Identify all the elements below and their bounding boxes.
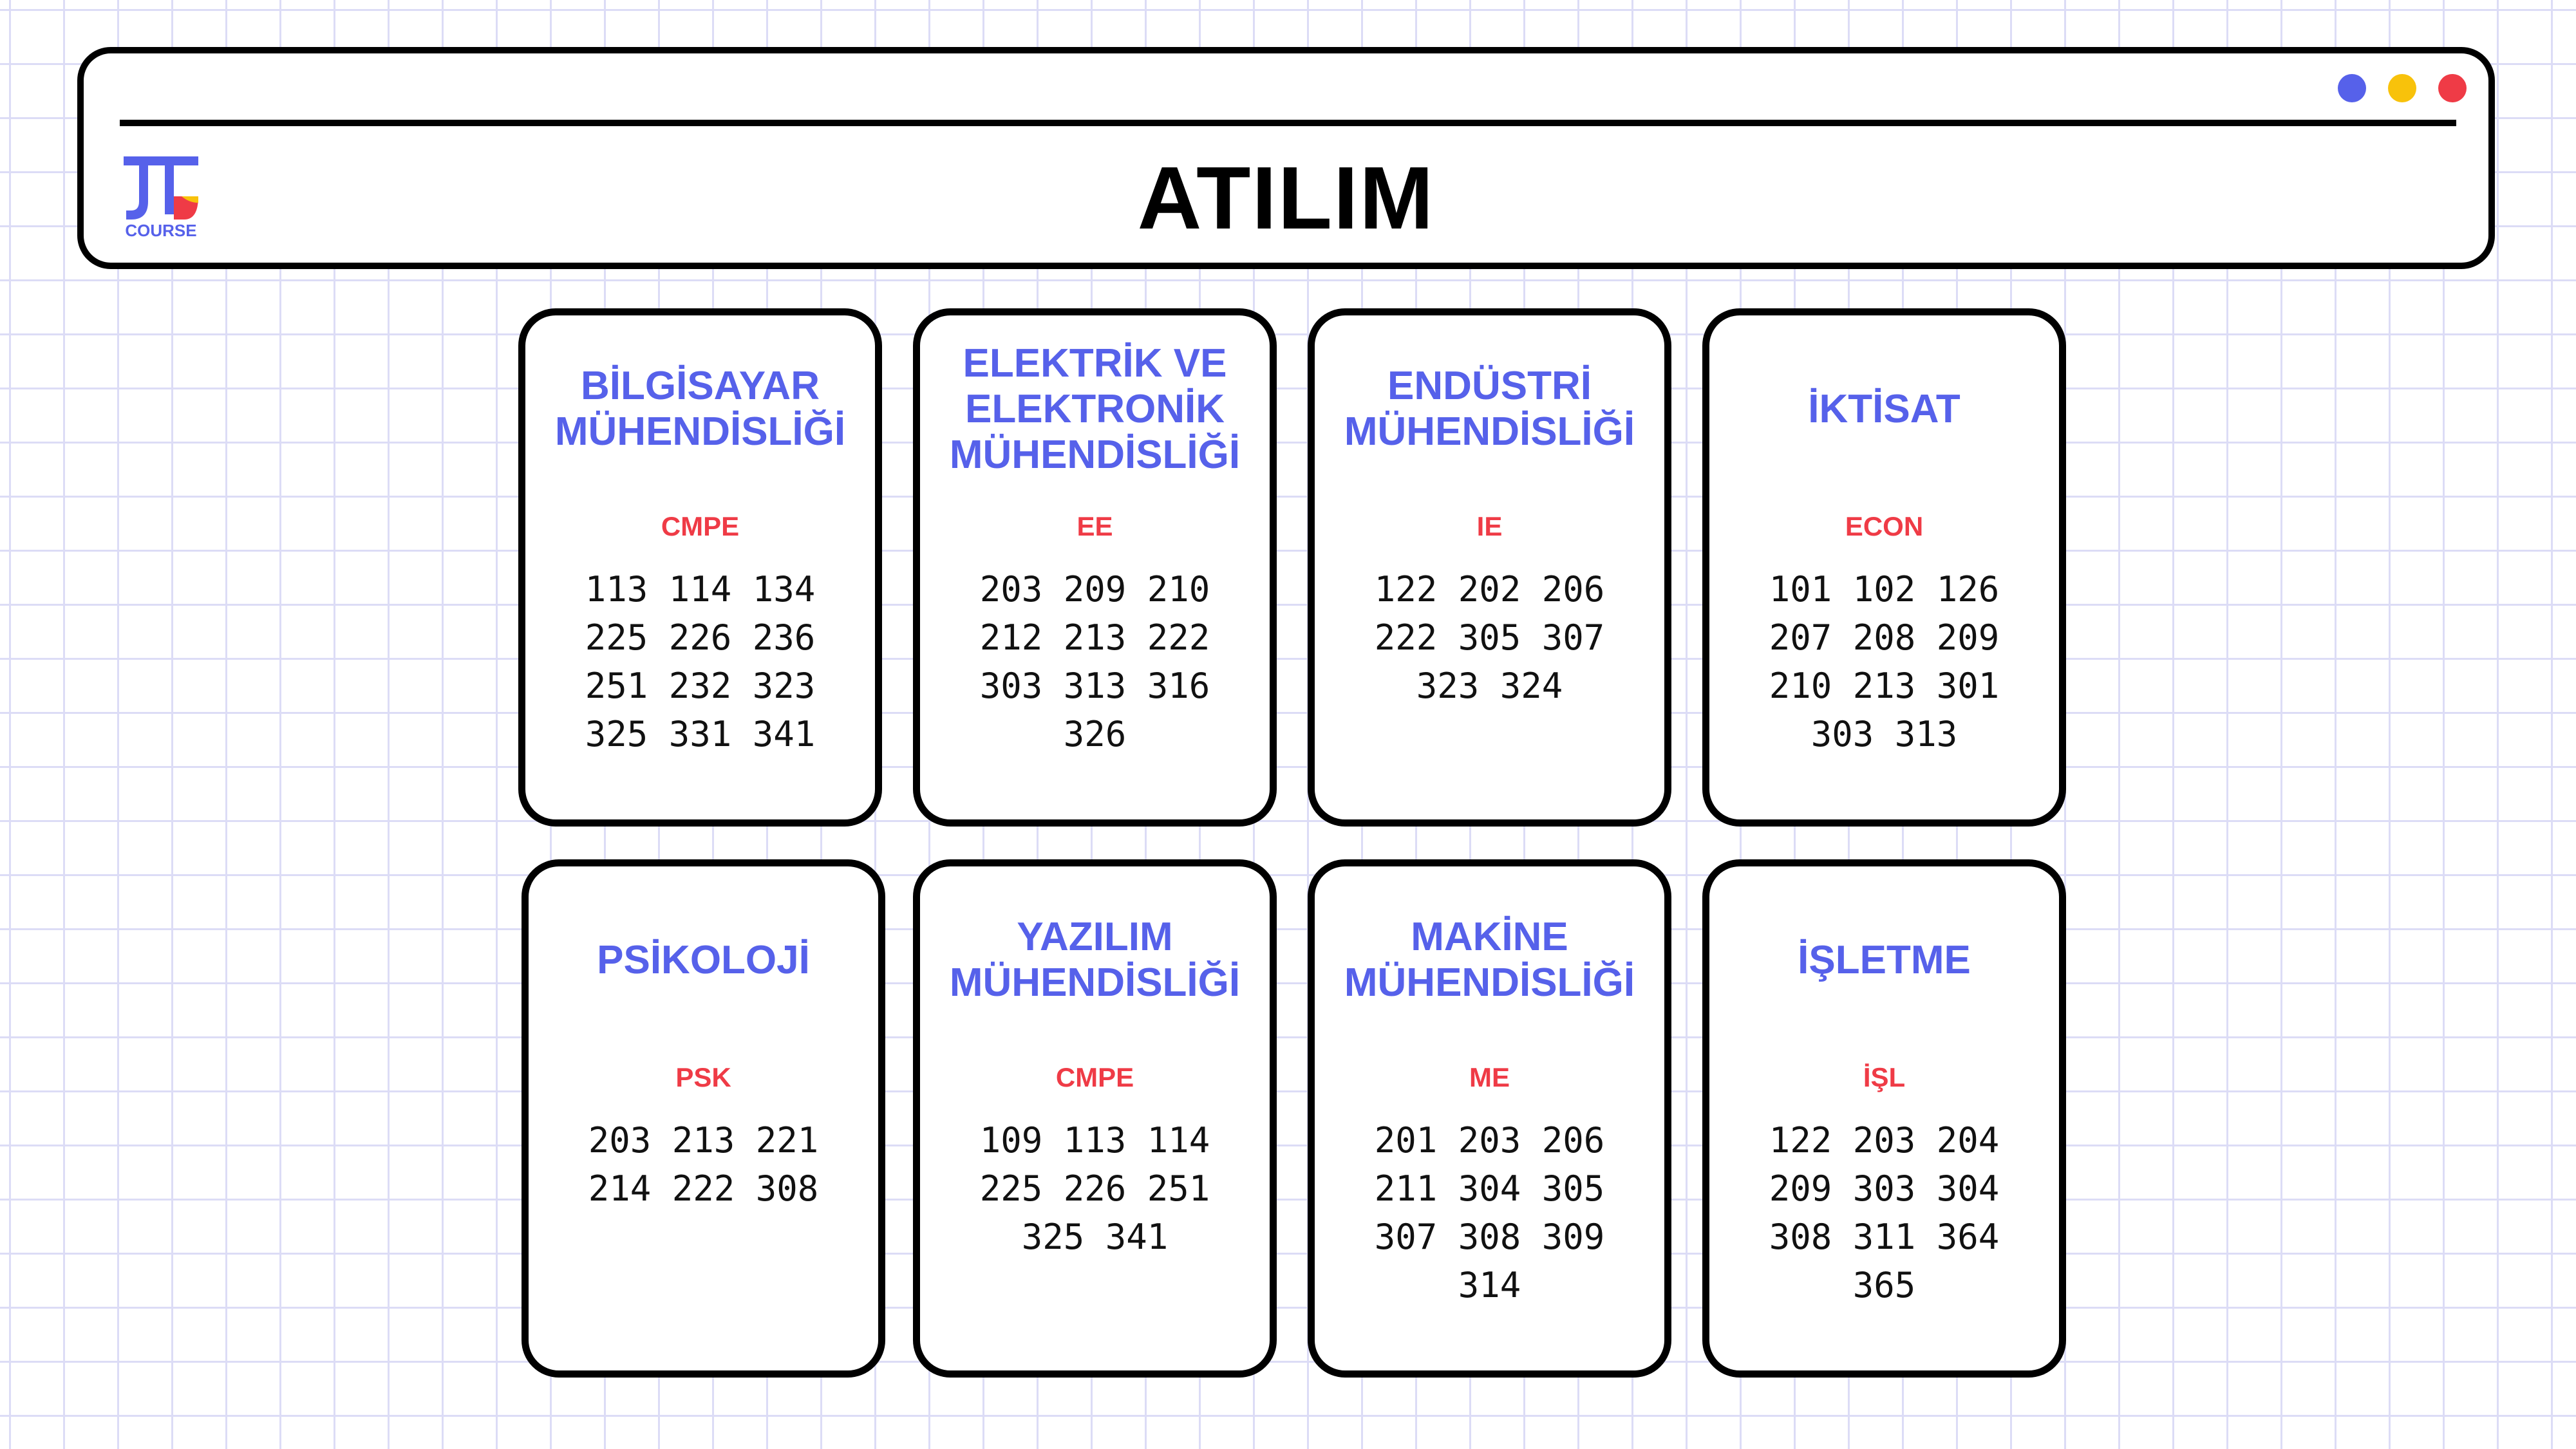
- course-number-row: 201 203 206: [1374, 1120, 1605, 1161]
- department-card: [1308, 859, 1671, 1378]
- course-number-list: [1315, 1116, 1664, 1309]
- department-title: [933, 322, 1257, 496]
- page-title: ATILIM: [1137, 149, 1435, 248]
- department-title-line: YAZILIM: [1017, 915, 1173, 959]
- department-code: ME: [1469, 1062, 1510, 1092]
- department-code: İŞL: [1863, 1062, 1906, 1092]
- department-code: ECON: [1845, 511, 1924, 541]
- department-code: CMPE: [1055, 1062, 1134, 1092]
- course-number-row: 209 303 304: [1769, 1168, 2000, 1209]
- course-number-row: 212 213 222: [979, 617, 1210, 658]
- course-number-row: 109 113 114: [979, 1120, 1210, 1161]
- department-title: [541, 873, 865, 1047]
- course-number-row: 122 202 206: [1374, 569, 1605, 610]
- course-number-row: 323 324: [1416, 666, 1563, 706]
- department-code: PSK: [675, 1062, 731, 1092]
- department-card: [913, 859, 1277, 1378]
- course-number-list: [1315, 565, 1664, 710]
- browser-window-frame: [77, 47, 2495, 269]
- course-number-row: 225 226 251: [979, 1168, 1210, 1209]
- course-number-row: 211 304 305: [1374, 1168, 1605, 1209]
- department-title: [538, 322, 862, 496]
- department-card: [518, 308, 882, 827]
- department-title-line: İŞLETME: [1798, 937, 1971, 982]
- course-number-row: 122 203 204: [1769, 1120, 2000, 1161]
- department-title-line: MÜHENDİSLİĞİ: [949, 960, 1241, 1005]
- course-number-row: 365: [1852, 1265, 1916, 1305]
- window-dot-blue: [2338, 74, 2366, 102]
- department-title-line: MAKİNE: [1411, 915, 1568, 959]
- department-title-line: ENDÜSTRİ: [1387, 364, 1592, 408]
- course-number-row: 214 222 308: [588, 1168, 819, 1209]
- window-dot-yellow: [2388, 74, 2416, 102]
- course-number-row: 207 208 209: [1769, 617, 2000, 658]
- department-card: [522, 859, 885, 1378]
- course-number-list: [920, 565, 1270, 758]
- department-title-line: İKTİSAT: [1808, 386, 1960, 431]
- department-card: [1702, 859, 2066, 1378]
- department-card: [1308, 308, 1671, 827]
- course-number-row: 203 213 221: [588, 1120, 819, 1161]
- department-code: IE: [1476, 511, 1503, 541]
- course-number-row: 303 313: [1810, 714, 1958, 754]
- department-title-line: MÜHENDİSLİĞİ: [1344, 960, 1635, 1005]
- course-number-row: 325 341: [1021, 1217, 1169, 1257]
- course-number-row: 210 213 301: [1769, 666, 2000, 706]
- course-number-row: 203 209 210: [979, 569, 1210, 610]
- window-dot-red: [2438, 74, 2467, 102]
- department-title-line: MÜHENDİSLİĞİ: [949, 432, 1241, 477]
- course-number-list: [920, 1116, 1270, 1261]
- department-title: [933, 873, 1257, 1047]
- course-number-list: [1709, 1116, 2059, 1309]
- logo-caption: COURSE: [125, 221, 197, 240]
- course-number-row: 308 311 364: [1769, 1217, 2000, 1257]
- course-number-row: 314: [1458, 1265, 1521, 1305]
- course-number-row: 225 226 236: [585, 617, 816, 658]
- window-divider: [120, 120, 2456, 126]
- course-number-row: 307 308 309: [1374, 1217, 1605, 1257]
- course-number-list: [1709, 565, 2059, 758]
- department-title: [1722, 322, 2046, 496]
- department-title-line: PSİKOLOJİ: [597, 937, 810, 982]
- department-title-line: MÜHENDİSLİĞİ: [554, 409, 846, 454]
- department-title: [1328, 322, 1651, 496]
- course-number-row: 303 313 316: [979, 666, 1210, 706]
- department-title: [1722, 873, 2046, 1047]
- department-code: CMPE: [661, 511, 740, 541]
- department-title-line: ELEKTRİK VE: [963, 341, 1227, 386]
- department-title-line: BİLGİSAYAR: [581, 364, 820, 408]
- department-card: [1702, 308, 2066, 827]
- course-number-row: 222 305 307: [1374, 617, 1605, 658]
- course-number-list: [525, 565, 875, 758]
- course-number-row: 113 114 134: [585, 569, 816, 610]
- course-number-row: 101 102 126: [1769, 569, 2000, 610]
- department-code: EE: [1076, 511, 1113, 541]
- department-title-line: ELEKTRONİK: [965, 386, 1225, 431]
- course-number-row: 325 331 341: [585, 714, 816, 754]
- department-title-line: MÜHENDİSLİĞİ: [1344, 409, 1635, 454]
- course-number-row: 326: [1063, 714, 1127, 754]
- course-number-list: [529, 1116, 878, 1213]
- department-title: [1328, 873, 1651, 1047]
- course-number-row: 251 232 323: [585, 666, 816, 706]
- department-card: [913, 308, 1277, 827]
